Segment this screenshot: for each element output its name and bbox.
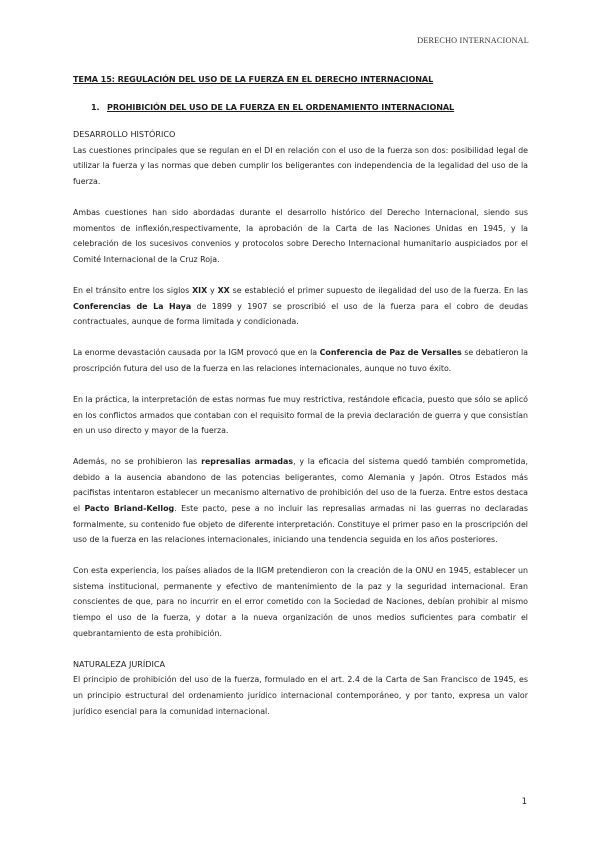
- section-number: 1.: [91, 101, 100, 112]
- section-title-text: PROHIBICIÓN DEL USO DE LA FUERZA EN EL ORDENAMIENTO INTERNACIONAL: [107, 101, 455, 112]
- bold-term: XX: [217, 285, 230, 295]
- running-header: DERECHO INTERNACIONAL: [417, 36, 529, 45]
- bold-term: Conferencia de Paz de Versalles: [319, 348, 462, 358]
- paragraph-1: Las cuestiones principales que se regulan en el DI en relación con el uso de la fuerza son dos: posibilidad legal de utilizar la fuerza y las normas que deben cumplir los beligerantes con independencia de la legalidad del uso de la fuerza.: [73, 145, 528, 186]
- paragraph-5: En la práctica, la interpretación de estas normas fue muy restrictiva, restándole eficacia, puesto que sólo se aplicó en los conflictos armados que contaban con el requisito formal de la previa declaración de guerra y que consistían en un uso directo y mayor de la fuerza.: [73, 394, 528, 436]
- subsection-heading-legal-nature: NATURALEZA JURÍDICA: [73, 658, 166, 669]
- section-title: [91, 100, 528, 116]
- paragraph-2: Ambas cuestiones han sido abordadas durante el desarrollo histórico del Derecho Internacional, siendo sus momentos de inflexión,respectivamente, la aprobación de la Carta de las Naciones Unidas en 1945, y la celebración de los sucesivos convenios y protocolos sobre Derecho Internacional humanitario auspiciados por el Comité Internacional de la Cruz Roja.: [73, 208, 528, 264]
- page-number: 1: [521, 797, 527, 807]
- bold-term: Conferencias de La Haya: [73, 301, 192, 311]
- bold-term: represalias armadas: [201, 457, 294, 467]
- bold-term: Pacto Briand-Kellog: [84, 503, 175, 513]
- bold-term: XIX: [192, 285, 208, 295]
- paragraph-6: Además, no se prohibieron las represalias armadas, y la eficacia del sistema quedó también comprometida, debido a la ausencia abandono de las potencias beligerantes, como Alemania y Japón. Otros Estados más pacifistas intentaron establecer un mecanismo alternativo de prohibición del uso de la fuerza. Entre estos destaca el Pacto Briand-Kellog. Este pacto, pese a no incluir las represalias armadas ni las guerras no declaradas formalmente, su contenido fue objeto de diferente interpretación. Constituye el primer paso en la proscripción del uso de la fuerza en las relaciones internacionales, iniciando una tendencia seguida en los años posteriores.: [73, 457, 529, 545]
- chapter-title: TEMA 15: REGULACIÓN DEL USO DE LA FUERZA EN EL DERECHO INTERNACIONAL: [73, 74, 434, 84]
- paragraph-3: En el tránsito entre los siglos XIX y XX se estableció el primer supuesto de ilegalidad del uso de la fuerza. En las Conferencias de La Haya de 1899 y 1907 se proscribió el uso de la fuerza para el cobro de deudas contractuales, aunque de forma limitada y condicionada.: [73, 285, 528, 327]
- paragraph-8: El principio de prohibición del uso de la fuerza, formulado en el art. 2.4 de la Carta de San Francisco de 1945, es un principio estructural del ordenamiento jurídico internacional contemporáneo, y por tanto, expresa un valor jurídico esencial para la comunidad internacional.: [73, 675, 528, 716]
- paragraph-7: Con esta experiencia, los países aliados de la IIGM pretendieron con la creación de la ONU en 1945, establecer un sistema institucional, permanente y efectivo de mantenimiento de la paz y la seguridad internacional. Eran conscientes de que, para no incurrir en el error cometido con la Sociedad de Naciones, debían prohibir al mismo tiempo el uso de la fuerza, y dotar a la nueva organización de unos medios suficientes para combatir el quebrantamiento de esta prohibición.: [73, 566, 528, 638]
- subsection-heading-historical: DESARROLLO HISTÓRICO: [73, 129, 176, 140]
- page-content: [73, 72, 528, 735]
- paragraph-4: La enorme devastación causada por la IGM provocó que en la Conferencia de Paz de Versalles se debatieron la proscripción futura del uso de la fuerza en las relaciones internacionales, aunque no tuvo éxito.: [73, 348, 529, 373]
